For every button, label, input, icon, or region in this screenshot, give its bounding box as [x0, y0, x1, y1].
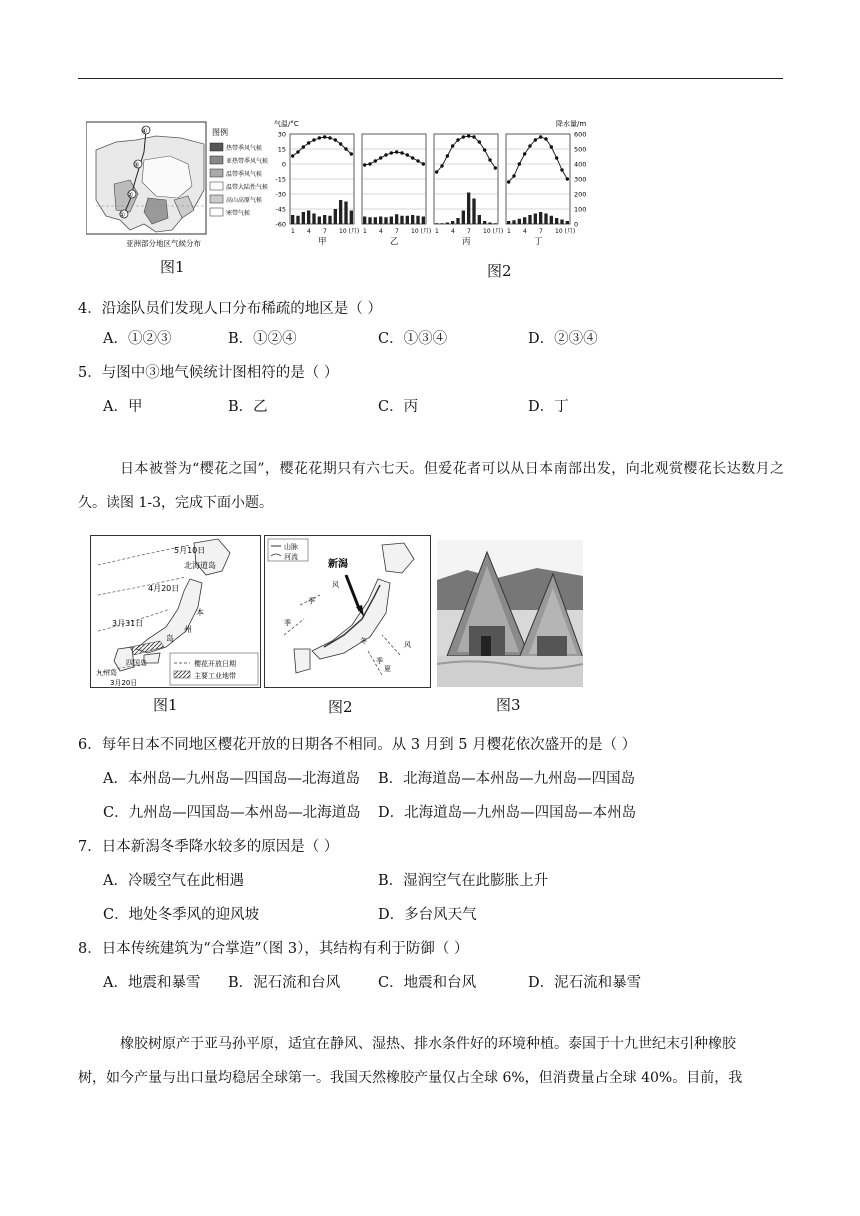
q8-option-b[interactable]: B．泥石流和台风 [228, 975, 341, 991]
marker-2: ② [127, 191, 134, 199]
right-axis-label: 降水量/m [556, 120, 587, 128]
precip-bar [422, 217, 425, 225]
month-tick: 10 (月) [411, 228, 432, 235]
legend-item: 温带季风气候 [226, 171, 263, 178]
wind-label: 季 [376, 657, 383, 665]
temp-point [555, 156, 558, 159]
temp-point [539, 135, 542, 138]
precip-bar [512, 220, 515, 224]
month-tick: 4 [451, 228, 455, 235]
temp-point [488, 158, 491, 161]
precip-bar [456, 218, 459, 224]
marker-1: ① [119, 211, 126, 219]
island-label: 州 [184, 625, 192, 634]
question-4: 4．沿途队员们发现人口分布稀疏的地区是（ ） [78, 301, 382, 317]
japan-fig3-caption: 图3 [496, 696, 521, 714]
q7-option-d[interactable]: D．多台风天气 [378, 907, 477, 923]
temp-point [507, 180, 510, 183]
precip-bar [334, 209, 337, 224]
legend-item: 高山高原气候 [226, 197, 263, 204]
temp-point [334, 138, 337, 141]
wind-label: 冬 [360, 637, 367, 645]
marker-4: ④ [141, 127, 148, 135]
precip-bar [507, 221, 510, 224]
month-tick: 1 [435, 228, 439, 235]
q4-option-c[interactable]: C．①③④ [378, 331, 448, 347]
q4-option-d[interactable]: D．②③④ [528, 331, 598, 347]
temp-point [451, 144, 454, 147]
precip-bar [544, 214, 547, 225]
passage-rubber-line2: 树，如今产量与出口量均稳居全球第一。我国天然橡胶产量仅占全球 6%，但消费量占全球 40%。目前，我 [78, 1070, 743, 1086]
question-7: 7．日本新潟冬季降水较多的原因是（ ） [78, 839, 339, 855]
precip-bar [296, 216, 299, 224]
temp-point [478, 140, 481, 143]
precip-bar [483, 221, 486, 224]
japan-fig2-caption: 图2 [328, 698, 353, 716]
temp-point [446, 154, 449, 157]
chart-panels [290, 134, 575, 247]
date-label: 4月20日 [148, 584, 180, 593]
temp-point [462, 135, 465, 138]
legend-list [210, 143, 268, 217]
right-tick-label: 500 [574, 145, 587, 154]
precip-bar [395, 214, 398, 224]
marker-3: ③ [133, 161, 140, 169]
temp-point [291, 154, 294, 157]
precip-bar [462, 211, 465, 225]
question-5: 5．与图中③地气候统计图相符的是（ ） [78, 365, 339, 381]
q7-option-b[interactable]: B．湿润空气在此膨胀上升 [378, 873, 549, 889]
precip-bar [379, 217, 382, 225]
q5-option-c[interactable]: C．丙 [378, 399, 419, 415]
wind-label: 夏 [384, 665, 391, 673]
precip-bar [440, 223, 443, 224]
temp-point [339, 142, 342, 145]
temp-point [566, 177, 569, 180]
precip-bar [390, 217, 393, 225]
month-tick: 7 [395, 228, 399, 235]
legend-industrial-belt: 主要工业地带 [194, 672, 236, 680]
temp-point [435, 170, 438, 173]
temp-point [379, 156, 382, 159]
date-label: 3月20日 [110, 679, 138, 687]
q5-option-d[interactable]: D．丁 [528, 399, 569, 415]
right-tick-label: 400 [574, 160, 587, 169]
wind-label: 季 [284, 619, 291, 627]
q8-option-d[interactable]: D．泥石流和暴雪 [528, 975, 642, 991]
island-label: 北海道岛 [184, 561, 216, 570]
temp-point [368, 162, 371, 165]
temp-point [363, 163, 366, 166]
temp-point [344, 147, 347, 150]
temp-point [328, 136, 331, 139]
temp-point [528, 144, 531, 147]
island-label: 本 [196, 608, 204, 617]
temp-point [560, 168, 563, 171]
temp-point [374, 159, 377, 162]
climate-charts [268, 116, 588, 252]
left-axis-label: 气温/°C [274, 120, 299, 128]
month-tick: 1 [507, 228, 511, 235]
precip-bar [446, 223, 449, 225]
panel-label: 丁 [534, 237, 543, 247]
month-tick: 10 (月) [555, 228, 576, 235]
left-tick-label: -60 [275, 220, 286, 229]
temp-point [323, 135, 326, 138]
temp-point [512, 174, 515, 177]
japan-fig1-caption: 图1 [153, 696, 178, 714]
precip-bar [328, 216, 331, 224]
precip-bar [312, 214, 315, 225]
temp-point [467, 134, 470, 137]
precip-bar [472, 199, 475, 225]
temp-point [384, 153, 387, 156]
top-fig1-caption: 图1 [160, 258, 185, 276]
wind-label: 风 [332, 581, 339, 589]
temp-point [472, 135, 475, 138]
month-tick: 4 [523, 228, 527, 235]
precip-bar [523, 217, 526, 224]
precip-bar [339, 200, 342, 224]
climate-panel [290, 134, 359, 247]
temp-point [456, 138, 459, 141]
precip-bar [350, 211, 353, 225]
legend-river: 河流 [284, 553, 298, 561]
precip-bar [539, 212, 542, 224]
temp-point [302, 145, 305, 148]
left-ticks [275, 131, 286, 229]
right-tick-label: 0 [574, 220, 579, 229]
precip-bar [534, 214, 537, 225]
right-ticks [574, 131, 586, 229]
header-rule [78, 78, 783, 79]
precip-bar [560, 220, 563, 225]
precip-bar [566, 221, 569, 224]
precip-bar [302, 212, 305, 224]
month-tick: 1 [363, 228, 367, 235]
legend-sakura-date: 樱花开放日期 [194, 660, 236, 668]
precip-bar [323, 215, 326, 224]
date-label: 5月10日 [174, 546, 206, 555]
temp-point [312, 138, 315, 141]
precip-bar [478, 215, 481, 224]
right-tick-label: 300 [574, 175, 587, 184]
gassho-house-photo [437, 540, 583, 687]
precip-bar [488, 223, 491, 225]
precip-bar [318, 217, 321, 225]
q4-option-b[interactable]: B．①②④ [228, 331, 297, 347]
precip-bar [550, 216, 553, 224]
legend-mountain: 山脉 [284, 543, 298, 551]
climate-panel [434, 134, 503, 247]
month-tick: 7 [467, 228, 471, 235]
panel-label: 乙 [390, 237, 399, 247]
left-tick-label: -45 [275, 205, 286, 214]
temp-point [422, 162, 425, 165]
precip-bar [518, 219, 521, 224]
niigata-label: 新潟 [328, 559, 348, 570]
temp-point [307, 141, 310, 144]
month-tick: 7 [323, 228, 327, 235]
legend-item: 热带季风气候 [226, 145, 263, 152]
left-tick-label: 15 [277, 145, 286, 154]
temp-point [544, 137, 547, 140]
temp-point [416, 159, 419, 162]
temp-point [400, 151, 403, 154]
precip-bar [307, 211, 310, 225]
legend-item: 亚热带季风气候 [226, 158, 269, 165]
precip-bar [374, 217, 377, 224]
top-fig2-caption: 图2 [487, 262, 512, 280]
question-6: 6．每年日本不同地区樱花开放的日期各不相同。从 3 月到 5 月樱花依次盛开的是（ ） [78, 737, 637, 753]
precip-bar [400, 216, 403, 224]
q6-option-b[interactable]: B．北海道岛—本州岛—九州岛—四国岛 [378, 771, 636, 787]
island-label: 四国岛 [126, 659, 147, 667]
temp-point [534, 138, 537, 141]
temp-point [494, 166, 497, 169]
climate-panel [362, 134, 431, 247]
left-tick-label: -15 [275, 175, 286, 184]
month-tick: 1 [291, 228, 295, 235]
right-tick-label: 600 [574, 130, 587, 139]
temp-point [440, 164, 443, 167]
q5-option-a[interactable]: A．甲 [103, 399, 143, 415]
wind-label: 季 [308, 597, 315, 605]
temp-point [350, 152, 353, 155]
temp-point [395, 150, 398, 153]
map-subtitle: 亚洲部分地区气候分布 [126, 239, 201, 248]
precip-bar [411, 215, 414, 224]
q6-option-d[interactable]: D．北海道岛—九州岛—四国岛—本州岛 [378, 805, 637, 821]
q4-option-a[interactable]: A．①②③ [103, 331, 172, 347]
temp-point [296, 150, 299, 153]
precip-bar [528, 215, 531, 224]
temp-point [483, 148, 486, 151]
panel-label: 甲 [318, 237, 327, 247]
temp-point [523, 152, 526, 155]
japan-sakura-map [90, 535, 261, 688]
precip-bar [555, 218, 558, 224]
passage-sakura: 日本被誉为“樱花之国”，樱花花期只有六七天。但爱花者可以从日本南部出发，向北观赏樱花长达数月之久。读图 1-3，完成下面小题。 [78, 461, 784, 511]
q5-option-b[interactable]: B．乙 [228, 399, 268, 415]
temp-point [550, 145, 553, 148]
month-tick: 10 (月) [483, 228, 504, 235]
temp-point [318, 136, 321, 139]
passage-rubber-line1: 橡胶树原产于亚马孙平原，适宜在静风、湿热、排水条件好的环境种植。泰国于十九世纪末引种橡胶 [120, 1036, 736, 1052]
panel-label: 丙 [462, 237, 471, 247]
q7-option-a[interactable]: A．冷暖空气在此相遇 [103, 873, 244, 889]
island-label: 九州岛 [96, 669, 117, 677]
month-tick: 4 [307, 228, 311, 235]
q6-option-c[interactable]: C．九州岛—四国岛—本州岛—北海道岛 [103, 805, 361, 821]
precip-bar [451, 221, 454, 224]
precip-bar [368, 217, 371, 224]
japan-monsoon-map [264, 535, 431, 688]
temp-point [390, 151, 393, 154]
temp-point [518, 162, 521, 165]
question-8: 8．日本传统建筑为“合掌造”（图 3），其结构有利于防御（ ） [78, 941, 469, 957]
right-tick-label: 100 [574, 205, 587, 214]
date-label: 3月31日 [112, 619, 144, 628]
climate-panel [506, 134, 575, 247]
precip-bar [416, 216, 419, 224]
month-tick: 10 (月) [339, 228, 360, 235]
precip-bar [494, 223, 497, 224]
temp-point [411, 156, 414, 159]
temp-point [406, 153, 409, 156]
legend-item: 温带大陆性气候 [226, 184, 269, 191]
month-tick: 4 [379, 228, 383, 235]
left-tick-label: 30 [277, 130, 286, 139]
q8-option-c[interactable]: C．地震和台风 [378, 975, 477, 991]
legend-title: 图例 [212, 128, 228, 137]
left-tick-label: -30 [275, 190, 286, 199]
precip-bar [467, 193, 470, 225]
q7-option-c[interactable]: C．地处冬季风的迎风坡 [103, 907, 260, 923]
left-tick-label: 0 [281, 160, 286, 169]
island-label: 岛 [166, 634, 174, 643]
q6-option-a[interactable]: A．本州岛—九州岛—四国岛—北海道岛 [103, 771, 360, 787]
wind-label: 风 [404, 641, 411, 649]
precip-bar [435, 223, 438, 224]
precip-bar [406, 216, 409, 224]
precip-bar [291, 215, 294, 224]
precip-bar [344, 202, 347, 225]
right-tick-label: 200 [574, 190, 587, 199]
legend-item: 寒带气候 [226, 210, 251, 217]
q8-option-a[interactable]: A．地震和暴雪 [103, 975, 201, 991]
month-tick: 7 [539, 228, 543, 235]
asia-climate-map [86, 120, 282, 250]
precip-bar [363, 217, 366, 225]
precip-bar [384, 217, 387, 224]
